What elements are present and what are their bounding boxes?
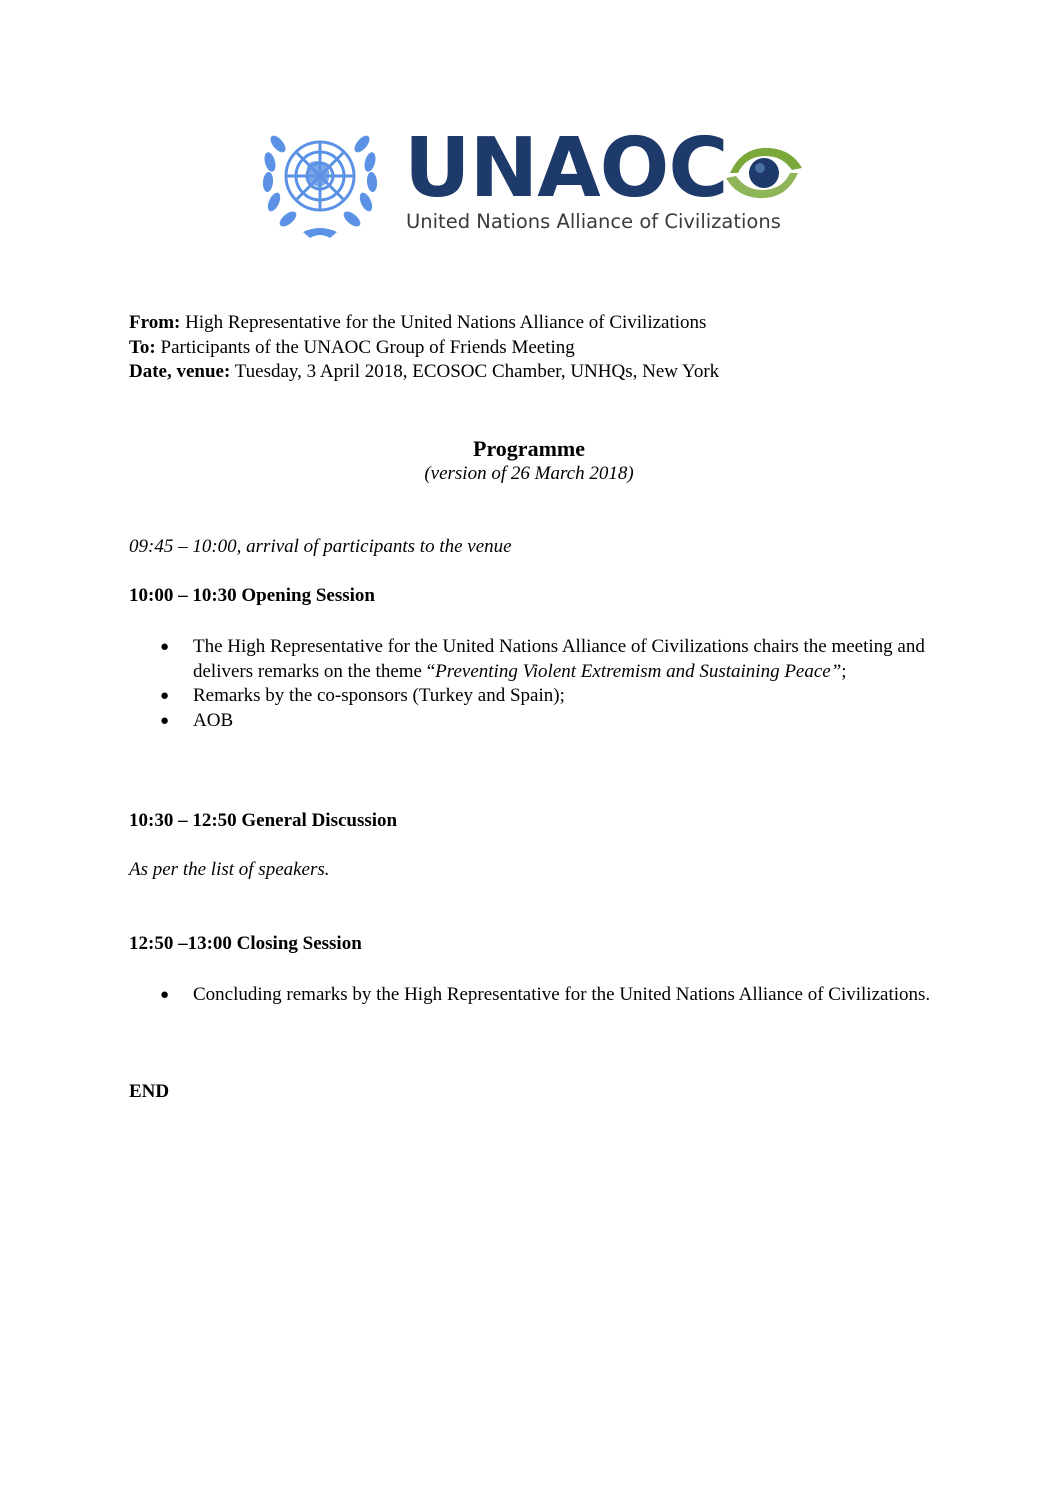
bullet-icon: ● [160, 688, 170, 704]
list-item [160, 709, 935, 734]
arrival-line: 09:45 – 10:00, arrival of participants to the venue [129, 536, 512, 557]
bullet-icon: ● [160, 712, 170, 729]
opening-session-heading: 10:00 – 10:30 Opening Session [129, 585, 375, 606]
from-value: High Representative for the United Nations Alliance of Civilizations [180, 312, 707, 333]
end-marker: END [129, 1081, 170, 1102]
opening-item-2-text: Remarks by the co-sponsors (Turkey and Spain); [193, 685, 565, 706]
general-discussion-heading: 10:30 – 12:50 General Discussion [129, 810, 398, 831]
to-value: Participants of the UNAOC Group of Friends Meeting [155, 336, 575, 358]
list-item [160, 684, 935, 709]
date-venue-value: Tuesday, 3 April 2018, ECOSOC Chamber, UNHQs, New York [230, 361, 720, 382]
to-line [129, 336, 719, 361]
from-label: From: [129, 312, 181, 333]
date-venue-label: Date, venue: [129, 361, 231, 382]
to-label: To: [129, 336, 156, 358]
from-line [129, 311, 719, 336]
date-venue-line [129, 360, 719, 385]
programme-version: (version of 26 March 2018) [424, 463, 634, 484]
list-item [160, 635, 935, 684]
closing-session-list [160, 983, 935, 1008]
memo-header [129, 311, 719, 385]
closing-session-heading: 12:50 –13:00 Closing Session [129, 933, 362, 954]
logo-wordmark: UNAOC [404, 121, 728, 216]
un-emblem-icon [258, 124, 382, 242]
list-item [160, 983, 935, 1008]
opening-item-3-text: AOB [193, 709, 234, 731]
unaoc-logo [258, 122, 808, 244]
general-discussion-note: As per the list of speakers. [129, 859, 330, 880]
bullet-icon: ● [160, 987, 170, 1003]
eye-logo-icon [722, 142, 806, 204]
bullet-icon: ● [160, 639, 170, 655]
closing-item-1-text: Concluding remarks by the High Representative for the United Nations Alliance of Civilizations. [193, 984, 931, 1005]
logo-subtitle: United Nations Alliance of Civilizations [406, 210, 781, 233]
opening-session-list [160, 635, 935, 733]
programme-title: Programme [473, 436, 585, 461]
opening-item-1-text: The High Representative for the United Nations Alliance of Civilizations chairs the meeting and delivers remarks on the theme “Preventing Violent Extremism and Sustaining Peace”; [193, 636, 925, 682]
